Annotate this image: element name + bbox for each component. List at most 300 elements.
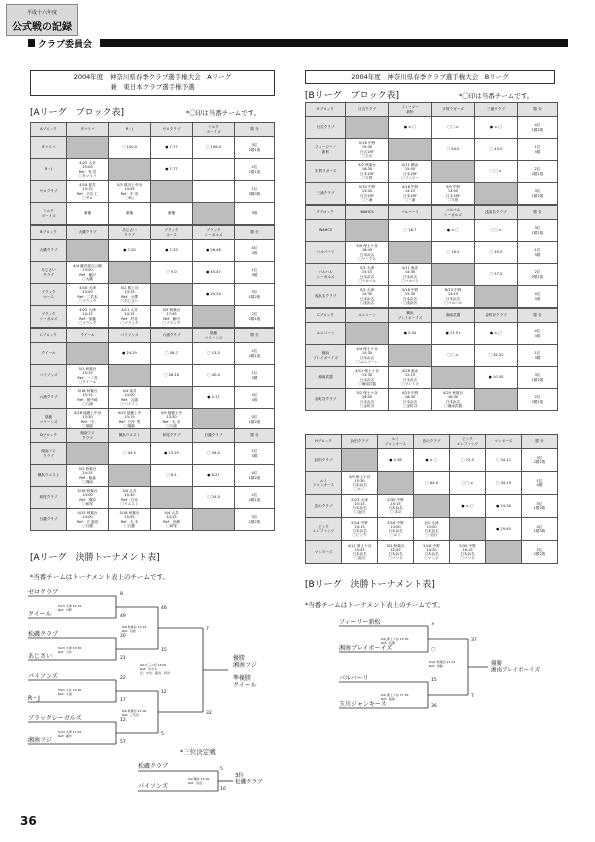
match-cell: 〇 5-0 (151, 262, 193, 284)
self-match-cell (193, 306, 235, 328)
table-row (306, 518, 558, 541)
self-match-cell (414, 495, 450, 518)
self-match-cell (450, 518, 486, 541)
team-name: 宇賀ラガーズ (306, 161, 346, 183)
match-cell: 4/18 夏井 15:15 Ref：古川 仁 〇ゼロ (67, 181, 109, 203)
team-column-header: あじさい クラブ (109, 226, 151, 240)
rank-cell: 3位 1勝1敗 (518, 220, 558, 242)
team-column-header: タマリバ (67, 123, 109, 137)
bracket-score: 8 (120, 592, 123, 597)
bracket-score: 15 (431, 678, 437, 683)
rank-cell: 4位 3敗 (518, 323, 558, 345)
bracket-score: 32 (206, 711, 212, 716)
rank-cell: 3位 1勝2敗 (518, 183, 558, 205)
rank-cell: 1位 3勝 (518, 345, 558, 367)
rank-cell: 3位 1勝2敗 (235, 284, 275, 306)
bracket-score: 46 (161, 606, 167, 611)
match-cell: 〇 100-0 (109, 137, 151, 159)
team-column-header: 大磯クラブ (67, 226, 109, 240)
match-cell: 〇 43-5 (109, 443, 151, 465)
rank-header: 勝 分 (518, 206, 558, 220)
match-cell: 〇 34-11 (486, 449, 522, 472)
block-name-header: Eブロック (306, 103, 346, 117)
rank-cell: 3位 1勝2敗 (518, 367, 558, 389)
team-column-header: フィージー 新松 (389, 103, 432, 117)
team-column-header: 湘南武器 (432, 309, 475, 323)
table-row (31, 443, 275, 465)
self-match-cell (193, 203, 235, 225)
round-robin-table (305, 205, 558, 308)
team-name: ルミ ジャンキース (306, 472, 342, 495)
bracket-score: 5 (220, 767, 223, 772)
team-column-header: ブラック シーガルズ (193, 226, 235, 240)
a-block-heading: [Aリーグ ブロック表] (30, 108, 124, 118)
bracket-score: 36 (431, 704, 437, 709)
match-cell: ● 5-17 (193, 387, 235, 409)
match-cell: 4/25 瑞鹿上中 13:15 Ref：田中 男 〇瑞鹿 (109, 409, 151, 431)
table-row (31, 203, 275, 225)
section-header (28, 38, 568, 49)
team-name: 日濃クラブ (31, 509, 67, 531)
rank-header: 勝 分 (235, 123, 275, 137)
bracket-match-info: 5/23 大津 13:30 Ref：大井 (58, 646, 82, 654)
round-robin-table (30, 225, 275, 328)
team-name: あじさい クラブ (31, 262, 67, 284)
bracket-score: 17 (120, 698, 126, 703)
match-cell: ● 5-54 (389, 323, 432, 345)
bracket-team-name: ブラックシーガルズ (28, 715, 82, 722)
team-name: ブラック ホース (31, 284, 67, 306)
team-name: 横浜ウエスト (31, 465, 67, 487)
table-row (31, 509, 275, 531)
bracket-score: 37 (471, 638, 477, 643)
rank-cell: 4位 1勝2敗 (235, 465, 275, 487)
self-match-cell (346, 220, 389, 242)
match-cell: 4/11 港北 14:30 日本浜名 〇バルバリ (389, 264, 432, 286)
bracket-match-info: 5/23 大井 13:30 Ref：大滝 (58, 688, 82, 696)
team-column-header: 和尾クラブ (151, 429, 193, 443)
section-marker (28, 39, 35, 47)
match-cell: ● 45-47 (193, 262, 235, 284)
match-cell: 〇 13-5 (193, 343, 235, 365)
a-block-note: *〇印は当番チームです。 (186, 109, 261, 117)
table-row (306, 117, 558, 139)
team-name: 横浜 ブレイボーイズ (306, 345, 346, 367)
a-league-title-line2: 兼 東日本クラブ選手権予選 (110, 83, 195, 91)
match-cell: 5/2 熊谷上中田 14:45 Ref：中 英 〇R.J (109, 181, 151, 203)
team-column-header: ミルク ボーイズ (193, 123, 235, 137)
match-cell: 4/11 大井 14:15 Ref：村井 〇ブラック (109, 306, 151, 328)
team-name: ユニコーン (306, 323, 346, 345)
bracket-team-name: バルバーリ (339, 675, 369, 682)
table-row (306, 449, 558, 472)
table-row (31, 343, 275, 365)
round-robin-table (305, 308, 558, 411)
team-column-header: バルバーリ (389, 206, 432, 220)
match-cell: 5/2 熊上谷 13:15 Ref：小澤 〇あじさい (109, 284, 151, 306)
table-row (31, 387, 275, 409)
team-column-header: バルバル シーガルズ (432, 206, 475, 220)
match-cell: 4/4 大井 15:30 Ref：日本 〇ウエスト (109, 487, 151, 509)
match-cell: ● 17-51 (432, 323, 475, 345)
bracket-team-name: 松磯クラブ (138, 763, 169, 770)
table-row (306, 541, 558, 564)
table-row (306, 472, 558, 495)
yearbook-logo (6, 4, 78, 36)
bracket-team-name: フィーリー新松 (339, 619, 381, 626)
bracket-score: 12 (120, 718, 126, 723)
match-cell: 5/30 中野 16:15 日本浜名 〇マンボ (450, 541, 486, 564)
self-match-cell (67, 343, 109, 365)
table-row (31, 465, 275, 487)
self-match-cell (67, 137, 109, 159)
team-column-header: ユニコーン (346, 309, 389, 323)
bracket-score: 7 (471, 694, 474, 699)
team-name: タマリバ (31, 137, 67, 159)
match-cell: 5/16 中野 13:00 日本浜名 〇ルミ (378, 518, 414, 541)
self-match-cell (342, 449, 378, 472)
rank-cell: 1位 3勝 (235, 443, 275, 465)
team-name: ゼロクラブ (31, 181, 67, 203)
match-cell: ● 7-20 (109, 240, 151, 262)
bracket-match-info: 6/6 秋葉台 11:00 Ref：三宅田 (122, 709, 147, 717)
rank-header: 勝 分 (522, 435, 558, 449)
match-cell: 〇 40-0 (193, 365, 235, 387)
self-match-cell (151, 284, 193, 306)
b-league-title-line1: 2004年度 神奈川県春季クラブ選手権大会 Bリーグ (351, 73, 509, 81)
match-cell: 〇 34-19 (486, 472, 522, 495)
bracket-match-info: 5/23 大津 11:45 Ref：湖中 (58, 730, 82, 738)
block-name-header: Bブロック (31, 226, 67, 240)
match-cell: ● 7-77 (151, 159, 193, 181)
match-cell: 5/2 保土ケ谷 16:00 日本浜名 〇金町谷 (346, 389, 389, 411)
rank-cell: 4位 3敗 (518, 286, 558, 308)
rank-cell: 4位 3敗 (235, 240, 275, 262)
team-column-header: ゼロクラブ (151, 123, 193, 137)
team-name: バルバーリ (306, 242, 346, 264)
team-name: 瑞鹿 マリーンズ (31, 409, 67, 431)
a-league-title-line1: 2004年度 神奈川県春季クラブ選手権大会 Aリーグ (73, 73, 232, 81)
team-name: パイソンズ (31, 365, 67, 387)
team-column-header: WAHCS (346, 206, 389, 220)
match-cell: 〇 54-0 (432, 139, 475, 161)
table-row (31, 306, 275, 328)
self-match-cell (109, 262, 151, 284)
team-name: 六浦クラブ (31, 387, 67, 409)
team-name: クイール (31, 343, 67, 365)
match-cell: 4/25 秋葉台 14:00 Ref：古 湯田 〇日濃 (67, 509, 109, 531)
rank-cell: 5位 1勝3敗 (522, 495, 558, 518)
match-cell: 5/2 大津 15:30 日本浜名 〇浅浜名 (346, 286, 389, 308)
match-cell: 〇 24-5 (193, 487, 235, 509)
match-cell: ● 5-38 (378, 449, 414, 472)
self-match-cell (151, 181, 193, 203)
b-block-note: *〇印は当番チームです。 (459, 92, 534, 100)
match-cell: 〇 55-0 (475, 242, 518, 264)
self-match-cell (151, 387, 193, 409)
champion-label: 優勝湘南ブレイボーイズ (491, 661, 540, 674)
a-tournament-note: *当番チームはトーナメント表上のチームです。 (30, 573, 169, 581)
bracket-score: 10 (220, 787, 226, 792)
match-cell: ● ×-〇 (389, 117, 432, 139)
team-column-header: ルミ ジャンキース (378, 435, 414, 449)
team-column-header: ピンク エレファンツ (450, 435, 486, 449)
rank-cell: 2位 2勝1敗 (235, 343, 275, 365)
rank-cell: 1位 3勝 (235, 365, 275, 387)
team-column-header: 浜田クラブ (342, 435, 378, 449)
b-league-title (305, 70, 555, 84)
team-column-header: 浅浜名クラブ (475, 206, 518, 220)
rank-cell: 3位 2勝1敗 (235, 137, 275, 159)
round-robin-table (30, 122, 275, 225)
self-match-cell (346, 323, 389, 345)
bracket-score: 57 (120, 740, 126, 745)
self-match-cell (486, 541, 522, 564)
team-column-header: マンボーズ (486, 435, 522, 449)
match-cell: 〇〇-× (432, 345, 475, 367)
match-cell: 5/9 中野 13:00 日本1RF 〇宇賀 (432, 183, 475, 205)
self-match-cell (109, 159, 151, 181)
b-tournament-heading: [Bリーグ 決勝トーナメント表] (305, 580, 435, 590)
match-cell: 〇〇-× (432, 117, 475, 139)
match-cell: 〇〇-× (475, 161, 518, 183)
match-cell: 〇 57-5 (475, 264, 518, 286)
table-row (306, 495, 558, 518)
rank-cell: 3位 1勝2敗 (235, 409, 275, 431)
match-cell: 4/18 瑞鹿上中田 13:30 Ref：中 〇瑞鹿 (67, 409, 109, 431)
bracket-team-name: R・J (28, 695, 40, 702)
table-row (306, 139, 558, 161)
team-name: ブラック シーガルズ (31, 306, 67, 328)
block-name-header: Dブロック (31, 429, 67, 443)
bracket-match-info: 6/6 保土ケ谷 13:30 Ref：長澤 (381, 637, 409, 645)
team-name: 浅浜名クラブ (306, 286, 346, 308)
match-cell: 4/25 秋葉台 16:30 日本浜名 〇湘南武器 (432, 389, 475, 411)
match-cell: 〇 26-16 (151, 365, 193, 387)
match-cell: 4/18 中野 14:15 日本1RF 〇三浦 (389, 183, 432, 205)
bracket-team-name: 松磯クラブ (28, 631, 59, 638)
rank-cell: 4位 1勝2敗 (518, 117, 558, 139)
match-cell: ● 24-29 (109, 343, 151, 365)
match-cell: 4/25 大津 14:15 Ref：加藤 〇ブラック (67, 306, 109, 328)
match-cell: 5/16 中野 15:30 日吉1RF 〇日吉 (346, 139, 389, 161)
table-row (31, 137, 275, 159)
match-cell: 5/9 保土ケ谷 16:45 日本浜名 〇ワークス (346, 242, 389, 264)
bracket-score: 21 (120, 656, 126, 661)
match-cell: ● 26-48 (193, 240, 235, 262)
match-cell: 5/2 秋葉台 14:15 Ref：稲森 〇湘南 (67, 465, 109, 487)
rank-header: 勝 分 (235, 226, 275, 240)
rank-header: 勝 分 (235, 329, 275, 343)
team-name: フィージー／ 新松 (306, 139, 346, 161)
match-cell: 4/25 中野 16:30 日本浜名 〇金町谷 (389, 389, 432, 411)
match-cell: 6/13 中野 14:15 日本浜名 〇バルバル (432, 286, 475, 308)
rank-cell: 4位 3敗 (235, 387, 275, 409)
match-cell: ● 29-45 (486, 518, 522, 541)
table-row (31, 365, 275, 387)
match-cell: 〇 18-7 (389, 220, 432, 242)
rank-cell: 2位 2勝1敗 (518, 264, 558, 286)
bracket-match-info: 6/6 保土ケ谷 17:30 Ref：稲森 (381, 693, 409, 701)
bracket-final-info: 6/21 秋葉台 11:15 Ref：加藤 (429, 660, 456, 668)
match-cell: ● 20-24 (193, 284, 235, 306)
runner-up-label: 準優勝クイール (233, 675, 257, 689)
team-name: バルバル シーガルズ (306, 264, 346, 286)
section-rule (100, 39, 568, 47)
b-tournament-bracket (303, 612, 563, 732)
table-row (306, 345, 558, 367)
block-name-header: Aブロック (31, 123, 67, 137)
bracket-team-name: あじさい (28, 653, 53, 660)
team-column-header: 瑞鹿 マリーンズ (193, 329, 235, 343)
champion-label: 優勝湘南フジ (233, 655, 257, 669)
self-match-cell (151, 487, 193, 509)
team-column-header: 金町谷クラブ (475, 309, 518, 323)
team-column-header: 六浦クラブ (151, 329, 193, 343)
match-cell: 4/18 大津 13:00 Ref：二宮本 〇ブラック (67, 284, 109, 306)
match-cell: 5/2 秋葉台 12:45 日本浜名 〇マンボ (378, 541, 414, 564)
self-match-cell (67, 443, 109, 465)
match-cell: 5/30 中野 15:15 日本浜名 〇 3-0 (378, 495, 414, 518)
self-match-cell (346, 117, 389, 139)
rank-cell: 3位 2勝2敗 (522, 449, 558, 472)
team-column-header: 横浜ウエスト (109, 429, 151, 443)
match-cell: 〇 58-7 (151, 343, 193, 365)
match-cell: 4/11 保土ケ谷 15:45 日本浜名 〇浜田 (342, 541, 378, 564)
table-row (306, 161, 558, 183)
team-column-header: 横浜 ブレイボーイズ (389, 309, 432, 323)
match-cell: 5/2 大津 13:00 日本浜名 〇 信行 (414, 518, 450, 541)
match-cell: ● 15-19 (151, 443, 193, 465)
match-cell: 5/16 秋葉台 15:45 Ref：丸 未 〇日濃 (109, 509, 151, 531)
match-cell: ● ×-〇 (414, 449, 450, 472)
bracket-team-name: クイール (28, 611, 52, 618)
third-place-title: *三位決定戦 (180, 748, 216, 756)
team-column-header: 湘南フジ クラブ (67, 429, 109, 443)
team-column-header: 日吉クラブ (346, 103, 389, 117)
match-cell: 〇〇-× (450, 472, 486, 495)
self-match-cell (67, 240, 109, 262)
match-cell: 〇 56-5 (193, 443, 235, 465)
match-cell: ● ×-〇 (475, 117, 518, 139)
match-cell (193, 159, 235, 181)
match-cell: 〇 35-22 (475, 345, 518, 367)
b-block-heading: [Bリーグ ブロック表] (305, 91, 400, 101)
rank-header: 勝 分 (518, 309, 558, 323)
rank-header: 勝 分 (518, 103, 558, 117)
bracket-team-name: 玉川ジャンキース (339, 701, 387, 708)
bracket-final-info: 6/13 三ツ沢 13:00 Ref：木木 5 伝：中田、藤田、町田 (140, 663, 171, 675)
block-name-header: Cブロック (31, 329, 67, 343)
table-row (306, 242, 558, 264)
match-cell: 5/2 秋葉台 16:30 日本1RF 〇宇賀 (346, 161, 389, 183)
page-number: 36 (20, 814, 37, 828)
team-column-header: 宇賀ラガーズ (432, 103, 475, 117)
a-tournament-bracket (28, 582, 290, 800)
bracket-score: 22 (120, 676, 126, 681)
match-cell: 4/18 港北 12:15 日本浜名 〇ブレイボ (389, 367, 432, 389)
rank-cell: 1位 3勝 (518, 242, 558, 264)
self-match-cell (475, 389, 518, 411)
team-column-header: パイソンズ (109, 329, 151, 343)
table-row (306, 264, 558, 286)
team-column-header: 忠のクラブ (414, 435, 450, 449)
match-cell: ● ×-〇 (432, 220, 475, 242)
block-name-header: Cブロック (306, 309, 346, 323)
bracket-score: 〇 (431, 648, 436, 653)
b-tournament-note: *当番チームはトーナメント表上のチームです。 (305, 601, 444, 609)
section-title: クラブ委員会 (38, 40, 93, 50)
team-name: 大磯クラブ (31, 240, 67, 262)
match-cell: 〇 84-0 (414, 472, 450, 495)
self-match-cell (389, 345, 432, 367)
match-cell: 4/11 横浜 15:00 日本1RF 〇フィジー (389, 161, 432, 183)
a-tournament-heading: [Aリーグ 決勝トーナメント表] (30, 553, 160, 563)
block-name-header: Fブロック (306, 206, 346, 220)
rank-cell: 2位 1勝1敗 (235, 159, 275, 181)
match-cell: 4/4 保土ケ谷 15:30 日本浜名 〇ユニコーン (346, 345, 389, 367)
match-cell: 5/9 保土ケ谷 15:30 日本浜名 〇ルミ (342, 472, 378, 495)
team-column-header: クイール (67, 329, 109, 343)
match-cell (193, 181, 235, 203)
match-cell: 5/9 秋葉台 17:45 Ref：藤内 〇ブラック (151, 306, 193, 328)
rank-header: 勝 分 (235, 429, 275, 443)
table-row (31, 240, 275, 262)
bracket-match-info: 5/23 大津 15:15 Ref：中野 (58, 604, 82, 612)
table-row (31, 487, 275, 509)
rank-cell: 3位 1勝2敗 (235, 509, 275, 531)
bracket-team-name: パイソンズ (28, 673, 58, 680)
table-row (306, 286, 558, 308)
team-column-header: ブラック ホース (151, 226, 193, 240)
match-cell: 5/9 瑞鹿上中 13:30 Ref：丸 未 〇六浦 (151, 409, 193, 431)
bracket-team-name: ゼロクラブ (28, 589, 59, 596)
match-cell: ● 8-27 (193, 465, 235, 487)
match-cell: ● 24-26 (486, 495, 522, 518)
match-cell: 棄権 (109, 203, 151, 225)
match-cell: 〇 8-1 (151, 465, 193, 487)
team-name: ミルク ボーイズ (31, 203, 67, 225)
rank-cell: 2位 2勝2敗 (522, 541, 558, 564)
match-cell: 4/4 南井 14:00 Ref：吉越 〇パイソン (109, 387, 151, 409)
match-cell: 〇 18-5 (432, 242, 475, 264)
bracket-team-name: パイソンズ (138, 783, 168, 790)
rank-cell: 1位 3勝 (235, 262, 275, 284)
team-name: 三浦クラブ (306, 183, 346, 205)
match-cell: ● 7-25 (151, 240, 193, 262)
team-name: 金町谷クラブ (306, 389, 346, 411)
rank-cell: 3敗 (235, 203, 275, 225)
rank-cell: 1位 3勝 (518, 139, 558, 161)
bracket-score: 5 (161, 732, 164, 737)
bracket-score: 7 (206, 627, 209, 632)
team-column-header: 日濃クラブ (193, 429, 235, 443)
third-place-result: 3位松磯クラブ (235, 773, 263, 786)
match-cell: 〇 72-0 (450, 449, 486, 472)
table-row (306, 183, 558, 205)
bracket-match-info: 6/6 秋葉台 13:15 Ref：浅倉 (122, 625, 147, 633)
self-match-cell (432, 367, 475, 389)
table-row (31, 262, 275, 284)
rank-cell: 2位 2勝1敗 (518, 389, 558, 411)
self-match-cell (475, 183, 518, 205)
match-cell: ● ×-〇 (475, 323, 518, 345)
bracket-score: 20 (120, 634, 126, 639)
team-name: 日吉クラブ (306, 117, 346, 139)
self-match-cell (432, 264, 475, 286)
team-name: ピンク エレファンツ (306, 518, 342, 541)
bracket-score: 15 (161, 648, 167, 653)
